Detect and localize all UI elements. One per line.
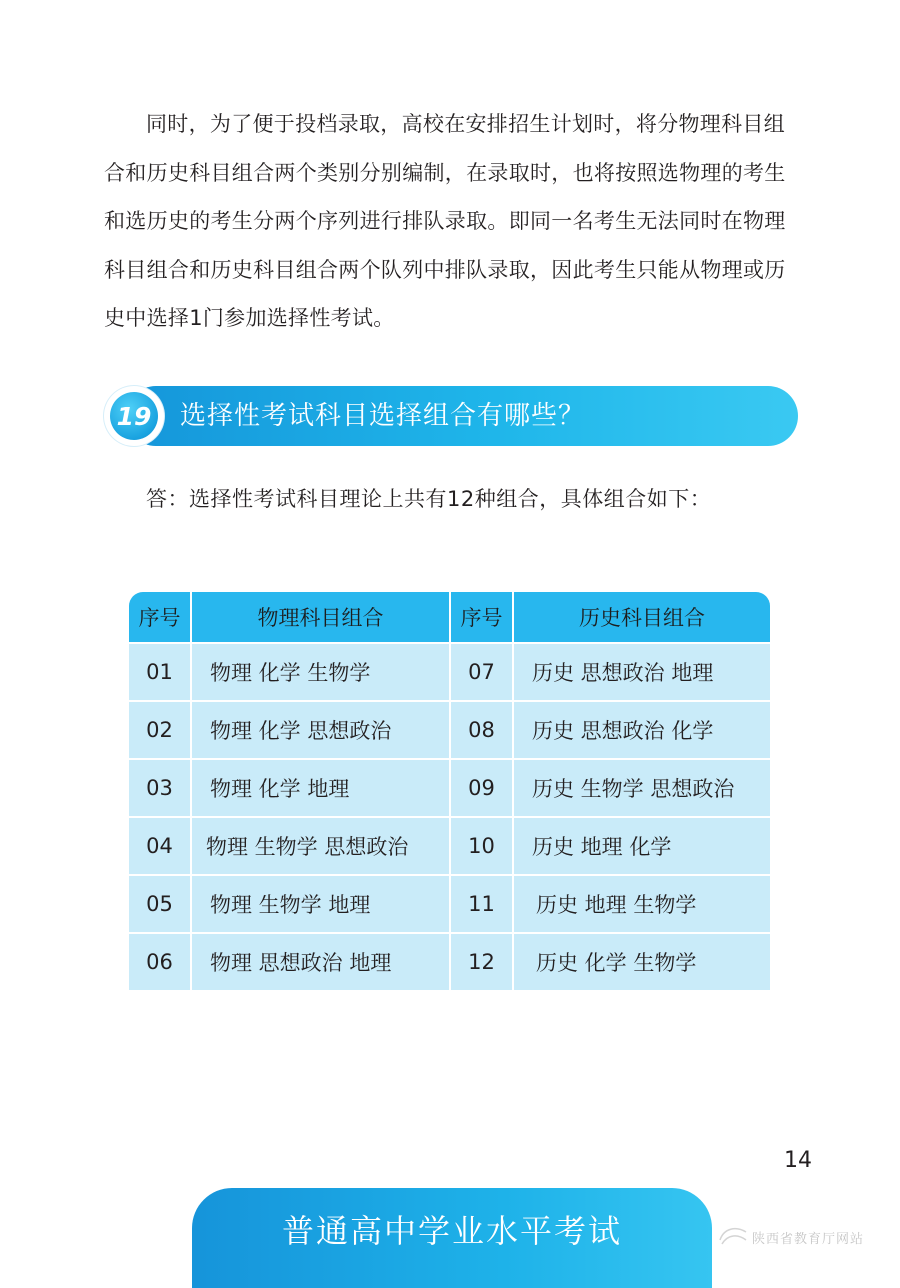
header-index-history: 序号 — [460, 606, 503, 630]
physics-combo: 物理 化学 思想政治 — [210, 719, 392, 743]
watermark-text: 陕西省教育厅网站 — [752, 1232, 865, 1247]
physics-combo: 物理 生物学 地理 — [210, 893, 371, 917]
row-index: 03 — [146, 776, 173, 800]
physics-combo: 物理 思想政治 地理 — [210, 951, 392, 975]
intro-line-2: 合和历史科目组合两个类别分别编制，在录取时，也将按照选物理的考生 — [104, 160, 786, 185]
row-index: 12 — [468, 950, 495, 974]
physics-combo: 物理 生物学 思想政治 — [206, 835, 409, 859]
row-index: 04 — [146, 834, 173, 858]
history-combo: 历史 思想政治 化学 — [532, 719, 714, 743]
question-banner — [104, 386, 798, 446]
row-index: 10 — [468, 834, 495, 858]
history-combo: 历史 化学 生物学 — [536, 951, 697, 975]
header-physics-combos: 物理科目组合 — [257, 606, 384, 630]
footer-banner — [192, 1188, 712, 1288]
history-combo: 历史 生物学 思想政治 — [532, 777, 735, 801]
question-number: 19 — [110, 392, 158, 440]
intro-line-5: 史中选择1门参加选择性考试。 — [104, 306, 395, 330]
intro-line-3: 和选历史的考生分两个序列进行排队录取。即同一名考生无法同时在物理 — [104, 209, 786, 233]
row-index: 08 — [468, 718, 495, 742]
row-index: 07 — [468, 660, 495, 684]
answer-text: 答：选择性考试科目理论上共有12种组合，具体组合如下： — [146, 487, 712, 511]
row-index: 09 — [468, 776, 495, 800]
physics-combo: 物理 化学 生物学 — [210, 661, 371, 685]
history-combo: 历史 地理 化学 — [532, 835, 672, 859]
watermark-logo-icon — [716, 1222, 750, 1248]
intro-line-4: 科目组合和历史科目组合两个队列中排队录取，因此考生只能从物理或历 — [104, 257, 786, 282]
row-index: 01 — [146, 660, 173, 684]
history-combo: 历史 思想政治 地理 — [532, 661, 714, 685]
row-index: 06 — [146, 950, 173, 974]
subject-combination-table — [129, 592, 770, 996]
header-index-physics: 序号 — [138, 606, 181, 630]
history-combo: 历史 地理 生物学 — [536, 893, 697, 917]
intro-paragraph — [104, 100, 804, 343]
row-index: 11 — [468, 892, 495, 916]
row-index: 05 — [146, 892, 173, 916]
footer-title: 普通高中学业水平考试 — [281, 1212, 622, 1250]
page-number: 14 — [784, 1148, 812, 1173]
intro-line-1: 同时，为了便于投档录取，高校在安排招生计划时，将分物理科目组 — [146, 112, 785, 136]
question-title: 选择性考试科目选择组合有哪些？ — [180, 401, 586, 431]
row-index: 02 — [146, 718, 173, 742]
question-number-badge — [104, 386, 164, 446]
header-history-combos: 历史科目组合 — [579, 606, 705, 630]
physics-combo: 物理 化学 地理 — [210, 777, 350, 801]
